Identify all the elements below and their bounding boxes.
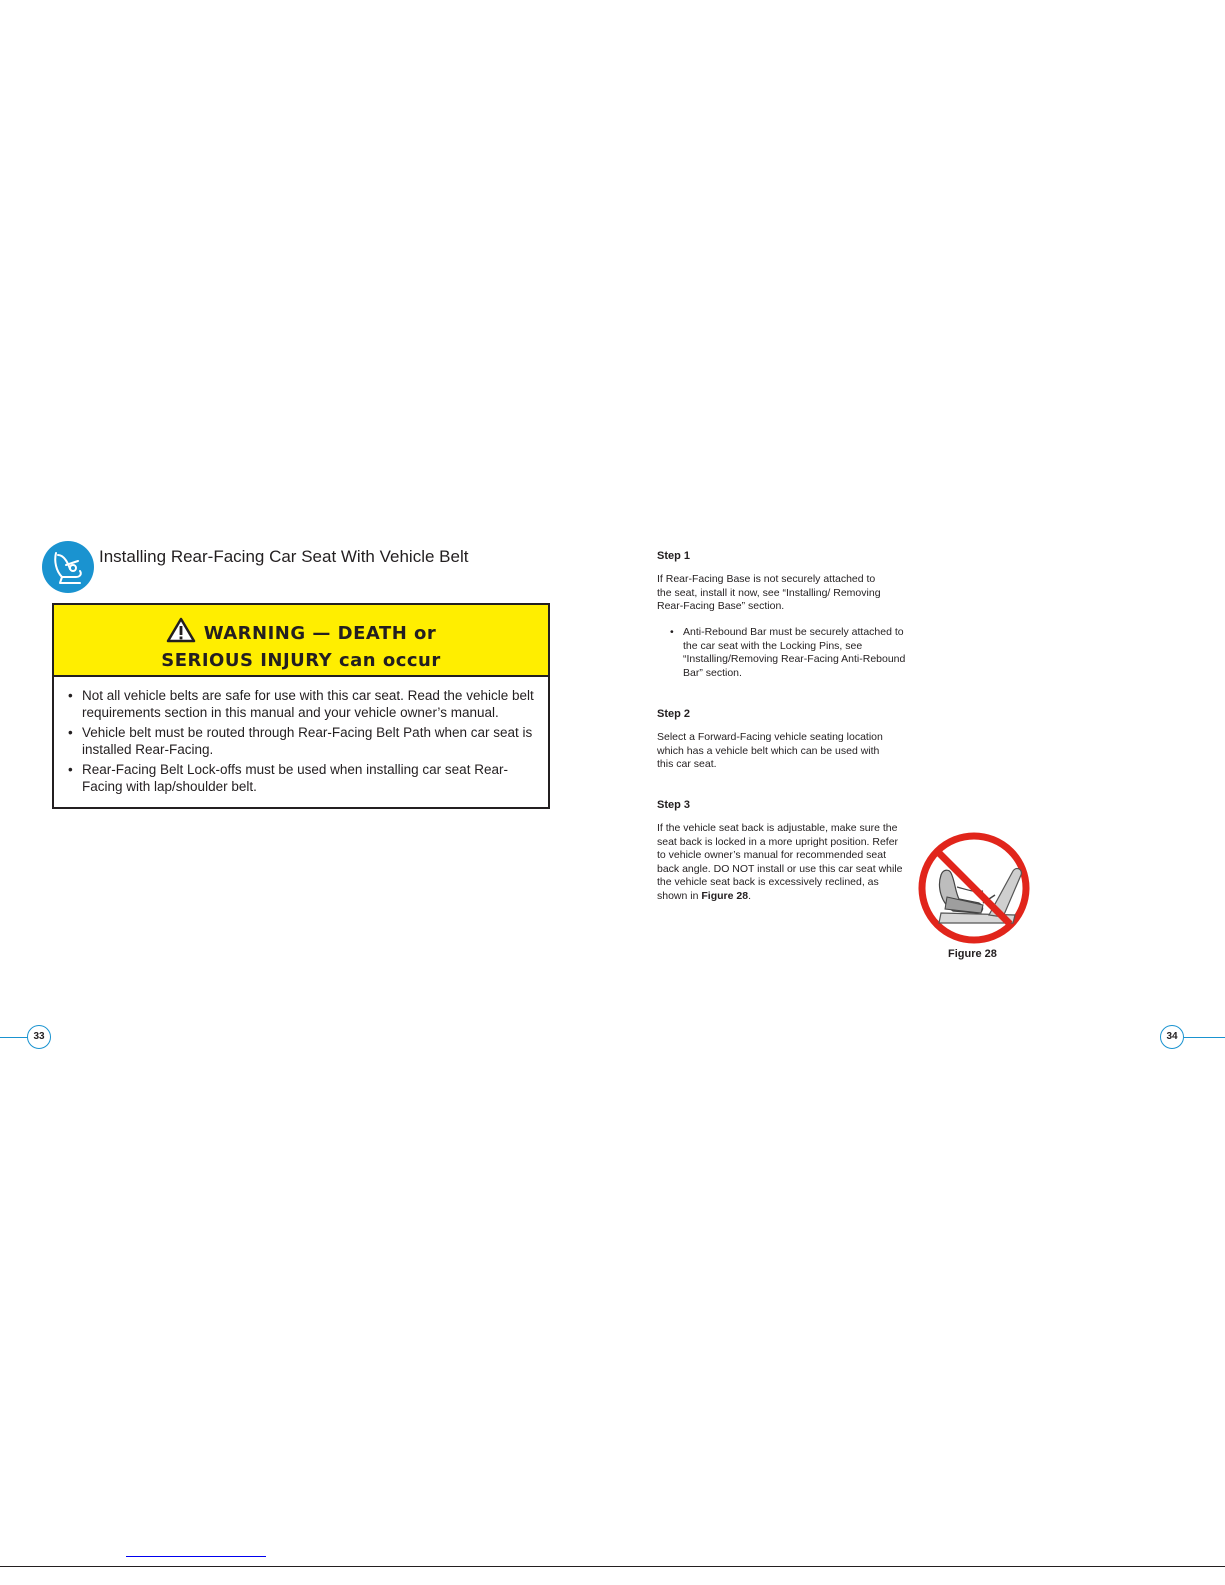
car-seat-icon [42,541,94,593]
step-1-body: If Rear-Facing Base is not securely attached to the seat, install it now, see “Installing/ Removing Rear-Facing Base” section. [657,573,881,612]
warning-header [54,605,548,677]
bottom-rule [0,1566,1225,1567]
warning-item: • Not all vehicle belts are safe for use with this car seat. Read the vehicle belt requirements section in this manual and your vehicle owner’s manual. [68,687,538,721]
warning-item: • Rear-Facing Belt Lock-offs must be used when installing car seat Rear-Facing with lap/shoulder belt. [68,761,538,795]
bottom-link-underline [126,1556,266,1557]
page-number-right: 34 [1160,1025,1184,1049]
warning-list [68,687,538,798]
warning-box [52,603,550,809]
warning-triangle-icon [166,617,196,649]
step-1-bullet: • Anti-Rebound Bar must be securely attached to the car seat with the Locking Pins, see “Installing/Removing Rear-Facing Anti-Rebound Bar” section. [670,626,915,680]
section-title: Installing Rear-Facing Car Seat With Vehicle Belt [99,547,469,566]
warning-item: • Vehicle belt must be routed through Rear-Facing Belt Path when car seat is installed Rear-Facing. [68,724,538,758]
figure-reference: Figure 28 [701,889,749,902]
warning-title-line1: WARNING — DEATH or [203,623,437,644]
step-2-heading: Step 2 [657,708,691,720]
warning-title [54,617,548,672]
prohibited-reclined-seat-icon [917,831,1031,945]
warning-title-line2: SERIOUS INJURY can occur [161,650,441,671]
step-3-heading: Step 3 [657,799,691,811]
page-line-right [1184,1037,1225,1038]
step-1-heading: Step 1 [657,550,691,562]
step-3-text-end: . [748,889,751,902]
page-line-left [0,1037,30,1038]
page-number-left: 33 [27,1025,51,1049]
step-2-body: Select a Forward-Facing vehicle seating location which has a vehicle belt which can be used with this car seat. [657,731,883,770]
step-3-body [657,822,903,903]
step-3-text: If the vehicle seat back is adjustable, make sure the seat back is locked in a more upright position. Refer to vehicle owner’s manual for recommended seat back angle. DO NOT install or use this car seat while the vehicle seat back is excessively reclined, as shown in [657,822,903,902]
figure-caption: Figure 28 [948,948,997,960]
